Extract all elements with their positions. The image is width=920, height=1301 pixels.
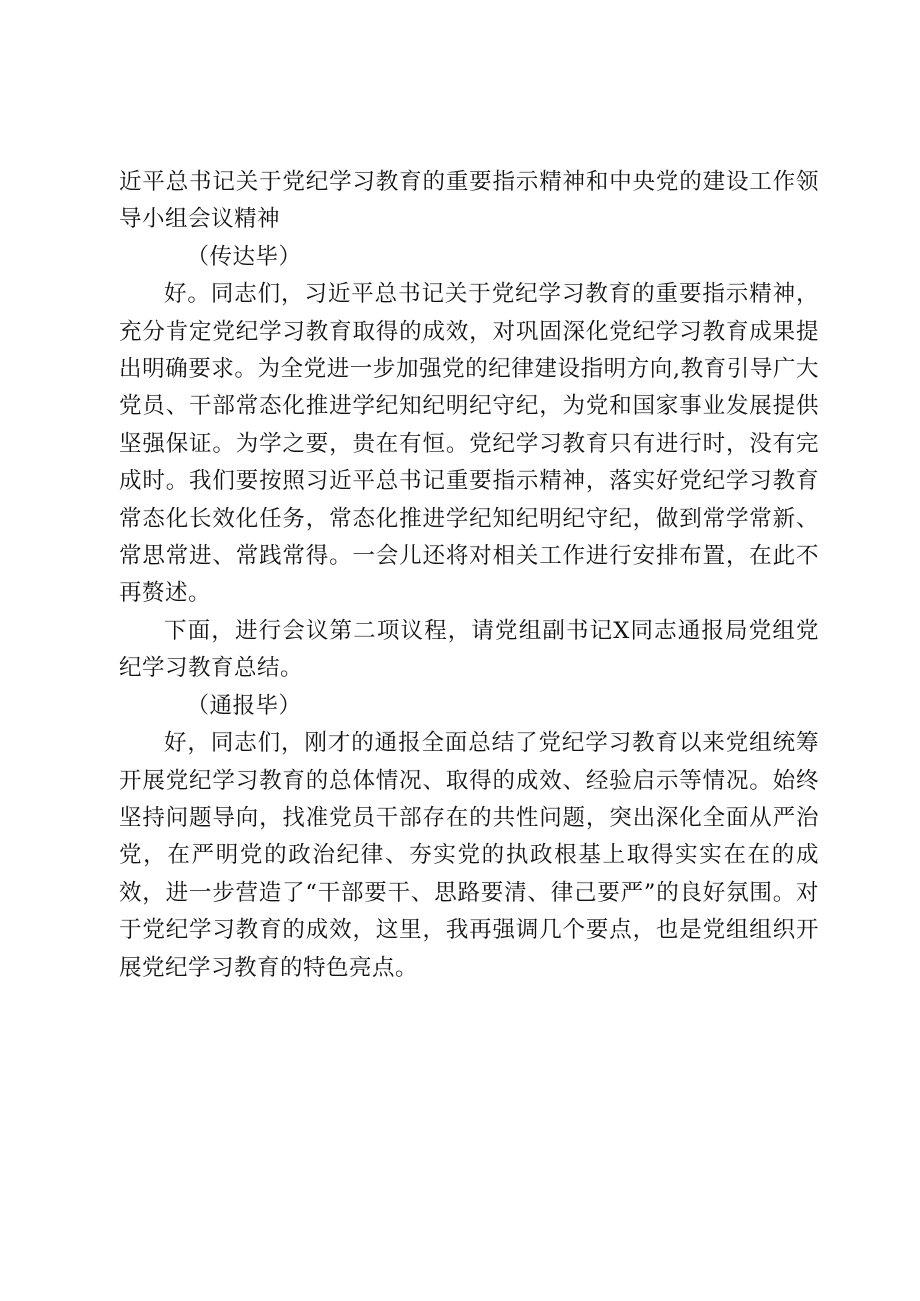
paragraph-report-note: （通报毕） — [186, 692, 302, 719]
paragraph-remarks-1: 好。同志们，习近平总书记关于党纪学习教育的重要指示精神，充分肯定党纪学习教育取得的成效，对巩固深化党纪学习教育成果提出明确要求。为全党进一步加强党的纪律建设指明方向,教育引导广大党员、干部常态化推进学纪知纪明纪守纪，为党和国家事业发展提供坚强保证。为学之要，贵在有恒。党纪学习教育只有进行时，没有完成时。我们要按照习近平总书记重要指示精神，落实好党纪学习教育常态化长效化任务，常态化推进学纪知纪明纪守纪，做到常学常新、常思常进、常践常得。一会儿还将对相关工作进行安排布置，在此不再赘述。 — [119, 281, 819, 607]
paragraph-continuation: 近平总书记关于党纪学习教育的重要指示精神和中央党的建设工作领导小组会议精神 — [119, 169, 819, 233]
paragraph-remarks-2: 好，同志们，刚才的通报全面总结了党纪学习教育以来党组统筹开展党纪学习教育的总体情况、取得的成效、经验启示等情况。始终坚持问题导向，找准党员干部存在的共性问题，突出深化全面从严治党，在严明党的政治纪律、夯实党的执政根基上取得实实在在的成效，进一步营造了“干部要干、思路要清、律己要严”的良好氛围。对于党纪学习教育的成效，这里，我再强调几个要点，也是党组组织开展党纪学习教育的特色亮点。 — [119, 730, 819, 981]
document-body — [119, 164, 819, 987]
paragraph-agenda-item: 下面，进行会议第二项议程，请党组副书记X同志通报局党组党纪学习教育总结。 — [119, 617, 819, 682]
paragraph-relay-note: （传达毕） — [186, 243, 302, 270]
